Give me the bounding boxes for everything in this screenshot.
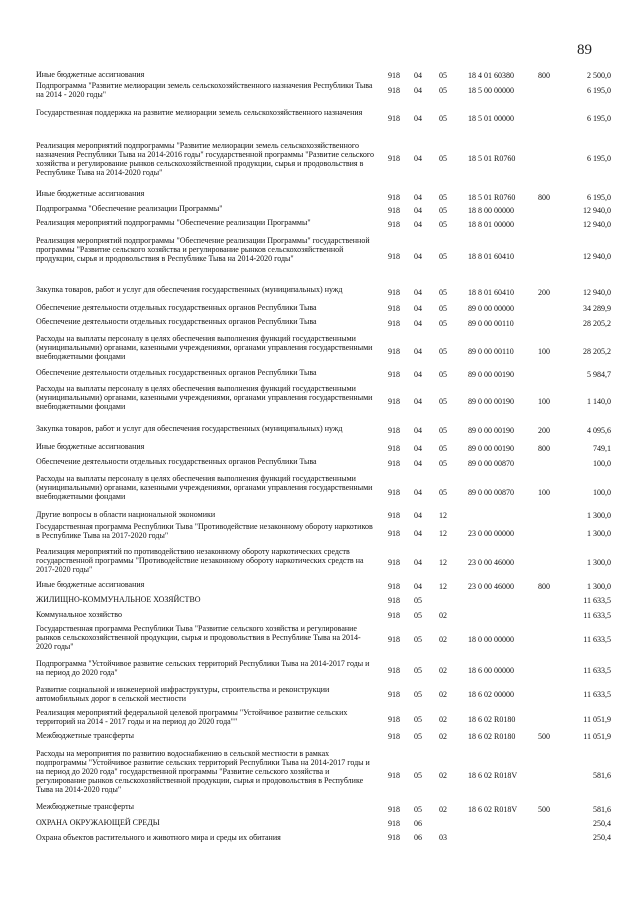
page-number: 89 [577, 42, 592, 58]
section-code: 05 [414, 666, 422, 675]
target-article-code: 23 0 00 00000 [468, 529, 514, 538]
amount: 6 195,0 [587, 193, 611, 202]
target-article-code: 18 5 00 00000 [468, 86, 514, 95]
row-name: Другие вопросы в области национальной экономики [36, 510, 216, 519]
row-name: ЖИЛИЩНО-КОММУНАЛЬНОЕ ХОЗЯЙСТВО [36, 595, 201, 604]
ministry-code: 918 [388, 444, 400, 453]
ministry-code: 918 [388, 582, 400, 591]
row-name: Коммунальное хозяйство [36, 610, 122, 619]
row-name: Подпрограмма "Развитие мелиорации земель сельскохозяйственного назначения Республики Тыва на 2014 - 2020 годы" [36, 81, 373, 99]
target-article-code: 18 8 00 00000 [468, 206, 514, 215]
amount: 34 289,9 [583, 304, 611, 313]
expense-type-code: 800 [538, 193, 550, 202]
ministry-code: 918 [388, 715, 400, 724]
row-name: Расходы на выплаты персоналу в целях обеспечения выполнения функций государственными (муниципальными) органами, казенными учреждениями, органами управления государственными внебюджетными фондами [36, 474, 373, 501]
section-code: 04 [414, 558, 422, 567]
section-code: 04 [414, 71, 422, 80]
amount: 6 195,0 [587, 154, 611, 163]
ministry-code: 918 [388, 193, 400, 202]
subsection-code: 12 [439, 582, 447, 591]
subsection-code: 02 [439, 635, 447, 644]
subsection-code: 02 [439, 771, 447, 780]
row-name: Межбюджетные трансферты [36, 802, 134, 811]
target-article-code: 18 6 00 00000 [468, 666, 514, 675]
ministry-code: 918 [388, 805, 400, 814]
subsection-code: 02 [439, 715, 447, 724]
subsection-code: 12 [439, 558, 447, 567]
subsection-code: 05 [439, 347, 447, 356]
target-article-code: 23 0 00 46000 [468, 558, 514, 567]
section-code: 05 [414, 715, 422, 724]
amount: 2 500,0 [587, 71, 611, 80]
expense-type-code: 500 [538, 805, 550, 814]
subsection-code: 12 [439, 529, 447, 538]
row-name: Государственная поддержка на развитие мелиорации земель сельскохозяйственного назначения [36, 108, 363, 117]
amount: 100,0 [593, 459, 611, 468]
ministry-code: 918 [388, 690, 400, 699]
subsection-code: 05 [439, 370, 447, 379]
subsection-code: 05 [439, 459, 447, 468]
amount: 11 633,5 [583, 690, 611, 699]
section-code: 05 [414, 690, 422, 699]
section-code: 05 [414, 596, 422, 605]
target-article-code: 18 4 01 60380 [468, 71, 514, 80]
section-code: 06 [414, 833, 422, 842]
row-name: Обеспечение деятельности отдельных государственных органов Республики Тыва [36, 368, 317, 377]
amount: 749,1 [593, 444, 611, 453]
target-article-code: 18 8 01 60410 [468, 288, 514, 297]
section-code: 04 [414, 288, 422, 297]
row-name: Подпрограмма "Устойчивое развитие сельских территорий Республики Тыва на 2014-2017 годы и на период до 2020 года" [36, 659, 370, 677]
subsection-code: 05 [439, 304, 447, 313]
row-name: Расходы на мероприятия по развитию водоснабжению в сельской местности в рамках подпрограммы "Устойчивое развитие сельских территорий Республики Тыва на 2014-2017 годы и на период до 2020 года" государственной программы "Развитие сельского хозяйства и регулирование рынков сельскохозяйственной продукции, сырья и продовольствия в Республике Тыва на 2014-2020 годы" [36, 749, 370, 794]
row-name: Реализация мероприятий подпрограммы "Развитие мелиорации земель сельскохозяйственного назначения Республики Тыва на 2014-2016 годы" государственной программы "Развитие сельского хозяйства и регулирование рынков сельскохозяйственной продукции, сырья и продовольствия в Республике Тыва на 2014-2020 годы" [36, 141, 374, 177]
section-code: 06 [414, 819, 422, 828]
amount: 6 195,0 [587, 114, 611, 123]
section-code: 04 [414, 252, 422, 261]
expense-type-code: 200 [538, 288, 550, 297]
section-code: 04 [414, 582, 422, 591]
row-name: Развитие социальной и инженерной инфраструктуры, строительства и реконструкции автомобильных дорог в сельской местности [36, 685, 330, 703]
section-code: 04 [414, 347, 422, 356]
amount: 5 984,7 [587, 370, 611, 379]
section-code: 04 [414, 529, 422, 538]
ministry-code: 918 [388, 206, 400, 215]
subsection-code: 02 [439, 805, 447, 814]
amount: 100,0 [593, 488, 611, 497]
ministry-code: 918 [388, 529, 400, 538]
subsection-code: 05 [439, 488, 447, 497]
subsection-code: 05 [439, 252, 447, 261]
section-code: 04 [414, 114, 422, 123]
expense-type-code: 100 [538, 488, 550, 497]
ministry-code: 918 [388, 771, 400, 780]
expense-type-code: 500 [538, 732, 550, 741]
target-article-code: 18 6 02 R0180 [468, 715, 516, 724]
subsection-code: 05 [439, 397, 447, 406]
subsection-code: 05 [439, 444, 447, 453]
section-code: 05 [414, 732, 422, 741]
amount: 4 095,6 [587, 426, 611, 435]
ministry-code: 918 [388, 397, 400, 406]
ministry-code: 918 [388, 347, 400, 356]
subsection-code: 05 [439, 220, 447, 229]
subsection-code: 05 [439, 193, 447, 202]
row-name: Закупка товаров, работ и услуг для обеспечения государственных (муниципальных) нужд [36, 285, 343, 294]
ministry-code: 918 [388, 370, 400, 379]
subsection-code: 05 [439, 288, 447, 297]
target-article-code: 18 6 02 R0180 [468, 732, 516, 741]
amount: 12 940,0 [583, 252, 611, 261]
section-code: 04 [414, 511, 422, 520]
ministry-code: 918 [388, 252, 400, 261]
amount: 12 940,0 [583, 220, 611, 229]
amount: 11 633,5 [583, 596, 611, 605]
amount: 11 051,9 [583, 715, 611, 724]
ministry-code: 918 [388, 666, 400, 675]
ministry-code: 918 [388, 459, 400, 468]
section-code: 05 [414, 635, 422, 644]
target-article-code: 18 5 01 R0760 [468, 154, 516, 163]
target-article-code: 18 8 01 60410 [468, 252, 514, 261]
subsection-code: 02 [439, 732, 447, 741]
target-article-code: 18 6 02 R018V [468, 771, 518, 780]
expense-type-code: 200 [538, 426, 550, 435]
target-article-code: 89 0 00 00870 [468, 488, 514, 497]
amount: 581,6 [593, 771, 611, 780]
target-article-code: 89 0 00 00110 [468, 319, 514, 328]
row-name: Охрана объектов растительного и животного мира и среды их обитания [36, 833, 281, 842]
subsection-code: 05 [439, 114, 447, 123]
ministry-code: 918 [388, 558, 400, 567]
target-article-code: 18 5 01 R0760 [468, 193, 516, 202]
row-name: Реализация мероприятий подпрограммы "Обеспечение реализации Программы" государственной программы "Развитие сельского хозяйства и регулирование рынков сельскохозяйственной продукции, сырья и продовольствия в Республике Тыва на 2014-2020 годы" [36, 236, 370, 263]
row-name: Закупка товаров, работ и услуг для обеспечения государственных (муниципальных) нужд [36, 424, 343, 433]
ministry-code: 918 [388, 319, 400, 328]
target-article-code: 89 0 00 00190 [468, 370, 514, 379]
row-name: Реализация мероприятий федеральной целевой программы "Устойчивое развитие сельских территорий на 2014 - 2017 годы и на период до 2020 года"" [36, 708, 348, 726]
subsection-code: 05 [439, 86, 447, 95]
row-name: Иные бюджетные ассигнования [36, 189, 145, 198]
section-code: 05 [414, 771, 422, 780]
expense-type-code: 800 [538, 444, 550, 453]
subsection-code: 12 [439, 511, 447, 520]
section-code: 04 [414, 488, 422, 497]
subsection-code: 02 [439, 690, 447, 699]
subsection-code: 02 [439, 611, 447, 620]
ministry-code: 918 [388, 304, 400, 313]
row-name: Иные бюджетные ассигнования [36, 442, 145, 451]
subsection-code: 03 [439, 833, 447, 842]
amount: 12 940,0 [583, 288, 611, 297]
ministry-code: 918 [388, 114, 400, 123]
section-code: 04 [414, 86, 422, 95]
amount: 1 300,0 [587, 582, 611, 591]
target-article-code: 23 0 00 46000 [468, 582, 514, 591]
section-code: 04 [414, 444, 422, 453]
target-article-code: 89 0 00 00190 [468, 444, 514, 453]
target-article-code: 89 0 00 00190 [468, 426, 514, 435]
target-article-code: 18 0 00 00000 [468, 635, 514, 644]
ministry-code: 918 [388, 154, 400, 163]
row-name: Подпрограмма "Обеспечение реализации Программы" [36, 204, 223, 213]
subsection-code: 05 [439, 319, 447, 328]
ministry-code: 918 [388, 611, 400, 620]
amount: 250,4 [593, 833, 611, 842]
ministry-code: 918 [388, 596, 400, 605]
ministry-code: 918 [388, 732, 400, 741]
row-name: Реализация мероприятий по противодействию незаконному обороту наркотических средств государственной программы "Противодействие незаконному обороту наркотических средств на 2017-2020 годы" [36, 547, 364, 574]
amount: 1 300,0 [587, 511, 611, 520]
ministry-code: 918 [388, 426, 400, 435]
expense-type-code: 800 [538, 582, 550, 591]
ministry-code: 918 [388, 833, 400, 842]
section-code: 04 [414, 304, 422, 313]
target-article-code: 18 5 01 00000 [468, 114, 514, 123]
row-name: Государственная программа Республики Тыва "Противодействие незаконному обороту наркотиков в Республике Тыва на 2017-2020 годы" [36, 522, 373, 540]
target-article-code: 89 0 00 00870 [468, 459, 514, 468]
ministry-code: 918 [388, 819, 400, 828]
subsection-code: 05 [439, 206, 447, 215]
section-code: 05 [414, 805, 422, 814]
target-article-code: 89 0 00 00190 [468, 397, 514, 406]
ministry-code: 918 [388, 288, 400, 297]
subsection-code: 05 [439, 426, 447, 435]
row-name: Реализация мероприятий подпрограммы "Обеспечение реализации Программы" [36, 218, 311, 227]
target-article-code: 89 0 00 00110 [468, 347, 514, 356]
section-code: 05 [414, 611, 422, 620]
target-article-code: 18 8 01 00000 [468, 220, 514, 229]
subsection-code: 05 [439, 71, 447, 80]
subsection-code: 05 [439, 154, 447, 163]
ministry-code: 918 [388, 71, 400, 80]
subsection-code: 02 [439, 666, 447, 675]
amount: 28 205,2 [583, 319, 611, 328]
row-name: Иные бюджетные ассигнования [36, 580, 145, 589]
section-code: 04 [414, 193, 422, 202]
amount: 581,6 [593, 805, 611, 814]
amount: 11 051,9 [583, 732, 611, 741]
amount: 1 300,0 [587, 529, 611, 538]
ministry-code: 918 [388, 220, 400, 229]
amount: 6 195,0 [587, 86, 611, 95]
section-code: 04 [414, 206, 422, 215]
amount: 11 633,5 [583, 611, 611, 620]
amount: 11 633,5 [583, 635, 611, 644]
row-name: Межбюджетные трансферты [36, 731, 134, 740]
expense-type-code: 800 [538, 71, 550, 80]
section-code: 04 [414, 154, 422, 163]
section-code: 04 [414, 220, 422, 229]
section-code: 04 [414, 459, 422, 468]
section-code: 04 [414, 370, 422, 379]
amount: 1 300,0 [587, 558, 611, 567]
target-article-code: 18 6 02 00000 [468, 690, 514, 699]
amount: 1 140,0 [587, 397, 611, 406]
target-article-code: 18 6 02 R018V [468, 805, 518, 814]
amount: 28 205,2 [583, 347, 611, 356]
ministry-code: 918 [388, 511, 400, 520]
section-code: 04 [414, 426, 422, 435]
amount: 11 633,5 [583, 666, 611, 675]
row-name: Обеспечение деятельности отдельных государственных органов Республики Тыва [36, 457, 317, 466]
ministry-code: 918 [388, 86, 400, 95]
row-name: Расходы на выплаты персоналу в целях обеспечения выполнения функций государственными (муниципальными) органами, казенными учреждениями, органами управления государственными внебюджетными фондами [36, 334, 373, 361]
expense-type-code: 100 [538, 347, 550, 356]
target-article-code: 89 0 00 00000 [468, 304, 514, 313]
section-code: 04 [414, 319, 422, 328]
row-name: Иные бюджетные ассигнования [36, 70, 145, 79]
ministry-code: 918 [388, 488, 400, 497]
expense-type-code: 100 [538, 397, 550, 406]
row-name: Государственная программа Республики Тыва "Развитие сельского хозяйства и регулирование рынков сельскохозяйственной продукции, сырья и продовольствия в Республике Тыва на 2014-2020 годы" [36, 624, 361, 651]
ministry-code: 918 [388, 635, 400, 644]
section-code: 04 [414, 397, 422, 406]
amount: 250,4 [593, 819, 611, 828]
row-name: Обеспечение деятельности отдельных государственных органов Республики Тыва [36, 303, 317, 312]
row-name: Обеспечение деятельности отдельных государственных органов Республики Тыва [36, 317, 317, 326]
amount: 12 940,0 [583, 206, 611, 215]
row-name: Расходы на выплаты персоналу в целях обеспечения выполнения функций государственными (муниципальными) органами, казенными учреждениями, органами управления государственными внебюджетными фондами [36, 384, 373, 411]
row-name: ОХРАНА ОКРУЖАЮЩЕЙ СРЕДЫ [36, 818, 160, 827]
